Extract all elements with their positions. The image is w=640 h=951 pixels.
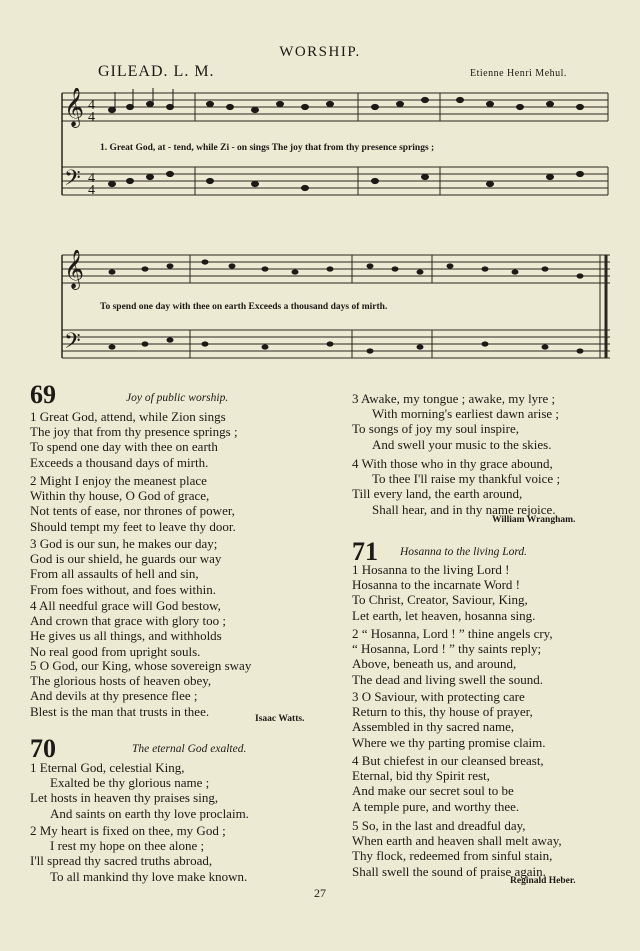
stanza	[352, 562, 535, 623]
stanza	[30, 473, 236, 534]
verse-line: Return to this, thy house of prayer,	[352, 704, 533, 720]
page-number: 27	[314, 886, 326, 900]
hymn-title: Joy of public worship.	[126, 392, 229, 404]
verse-line: To Christ, Creator, Saviour, King,	[352, 592, 528, 608]
svg-text:4: 4	[88, 171, 95, 186]
verse-line: When earth and heaven shall melt away,	[352, 833, 562, 849]
verse-line: 2 “ Hosanna, Lord ! ” thine angels cry,	[352, 626, 553, 641]
verse-line: 1 Great God, attend, while Zion sings	[30, 409, 226, 424]
verse-line: Assembled in thy sacred name,	[352, 719, 515, 735]
composer: Etienne Henri Mehul.	[470, 68, 567, 79]
verse-line: A temple pure, and worthy thee.	[352, 798, 520, 814]
verse-line: 4 All needful grace will God bestow,	[30, 598, 221, 613]
verse-line: The joy that from thy presence springs ;	[30, 424, 238, 440]
verse-line: Within thy house, O God of grace,	[30, 488, 210, 504]
svg-text:4: 4	[88, 98, 95, 113]
stanza	[30, 409, 238, 470]
verse-line: I rest my hope on thee alone ;	[50, 838, 205, 854]
verse-line: God is our shield, he guards our way	[30, 551, 222, 567]
svg-text:4: 4	[88, 183, 95, 198]
verse-line: From all assaults of hell and sin,	[30, 566, 199, 582]
tune-name: GILEAD. L. M.	[98, 63, 215, 80]
stanza	[352, 626, 553, 687]
stanza	[352, 689, 546, 750]
hymn-title: The eternal God exalted.	[132, 743, 247, 755]
page-header: WORSHIP.	[279, 44, 361, 60]
verse-line: 5 O God, our King, whose sovereign sway	[30, 658, 252, 673]
verse-line: Let hosts in heaven thy praises sing,	[30, 790, 219, 806]
verse-line: And swell your music to the skies.	[372, 436, 552, 452]
verse-line: To all mankind thy love make known.	[50, 868, 248, 884]
verse-line: “ Hosanna, Lord ! ” thy saints reply;	[352, 641, 542, 657]
stanza	[30, 598, 226, 659]
stanza	[352, 818, 562, 879]
verse-line: Shall swell the sound of praise again.	[352, 863, 546, 879]
hymn-number: 69	[30, 380, 56, 409]
verse-line: Where we thy parting promise claim.	[352, 734, 546, 750]
verse-line: Exalted be thy glorious name ;	[50, 775, 210, 791]
verse-line: I'll spread thy sacred truths abroad,	[30, 853, 213, 869]
verse-line: 3 Awake, my tongue ; awake, my lyre ;	[352, 391, 556, 406]
stanza	[30, 658, 251, 719]
verse-line: Should tempt my feet to leave thy door.	[30, 518, 236, 534]
verse-line: 5 So, in the last and dreadful day,	[352, 818, 526, 833]
stanza	[352, 753, 544, 814]
svg-text:𝄢: 𝄢	[64, 166, 81, 196]
verse-line: Above, beneath us, and around,	[352, 656, 517, 672]
verse-line: Not tents of ease, nor thrones of power,	[30, 503, 235, 519]
verse-line: And crown that grace with glory too ;	[30, 613, 227, 629]
verse-line: And saints on earth thy love proclaim.	[50, 805, 249, 821]
verse-line: He gives us all things, and withholds	[30, 628, 222, 644]
hymn-author: Reginald Heber.	[510, 876, 576, 886]
verse-line: Shall hear, and in thy name rejoice.	[372, 501, 556, 517]
svg-text:𝄞: 𝄞	[64, 88, 85, 127]
verse-line: Hosanna to the incarnate Word !	[352, 577, 521, 593]
svg-text:𝄢: 𝄢	[64, 329, 81, 359]
verse-line: With morning's earliest dawn arise ;	[372, 406, 560, 422]
verse-line: 3 God is our sun, he makes our day;	[30, 536, 218, 551]
hymn-number: 71	[352, 537, 378, 566]
music-lyrics-line-1: 1. Great God, at - tend, while Zi - on sings The joy that from thy presence springs ;	[100, 143, 435, 153]
verse-line: Till every land, the earth around,	[352, 486, 523, 502]
hymn-author: William Wrangham.	[492, 515, 576, 525]
verse-line: Eternal, bid thy Spirit rest,	[352, 768, 490, 784]
stanza	[30, 823, 247, 884]
music-lyrics-line-2: To spend one day with thee on earth Exceeds a thousand days of mirth.	[100, 302, 388, 312]
svg-text:4: 4	[88, 110, 95, 125]
verse-line: 1 Eternal God, celestial King,	[30, 760, 185, 775]
verse-line: No real good from upright souls.	[30, 643, 201, 659]
stanza	[352, 456, 560, 517]
hymn-number: 70	[30, 734, 56, 763]
verse-line: 4 But chiefest in our cleansed breast,	[352, 753, 544, 768]
verse-line: And devils at thy presence flee ;	[30, 688, 198, 704]
verse-line: 1 Hosanna to the living Lord !	[352, 562, 510, 577]
verse-line: Thy flock, redeemed from sinful stain,	[352, 848, 553, 864]
hymn-title: Hosanna to the living Lord.	[400, 546, 528, 558]
verse-line: 2 Might I enjoy the meanest place	[30, 473, 207, 488]
verse-line: The dead and living swell the sound.	[352, 671, 543, 687]
verse-line: 2 My heart is fixed on thee, my God ;	[30, 823, 226, 838]
hymn-author: Isaac Watts.	[255, 714, 305, 724]
verse-line: From foes without, and foes within.	[30, 581, 216, 597]
verse-line: To thee I'll raise my thankful voice ;	[372, 471, 561, 487]
verse-line: The glorious hosts of heaven obey,	[30, 673, 212, 689]
verse-line: 4 With those who in thy grace abound,	[352, 456, 553, 471]
verse-line: Blest is the man that trusts in thee.	[30, 703, 210, 719]
verse-line: To spend one day with thee on earth	[30, 439, 218, 455]
verse-line: To songs of joy my soul inspire,	[352, 421, 520, 437]
verse-line: 3 O Saviour, with protecting care	[352, 689, 525, 704]
verse-line: Exceeds a thousand days of mirth.	[30, 454, 209, 470]
stanza	[352, 391, 559, 452]
verse-line: Let earth, let heaven, hosanna sing.	[352, 607, 536, 623]
verse-line: And make our secret soul to be	[352, 783, 514, 799]
svg-text:𝄞: 𝄞	[64, 250, 85, 289]
stanza	[30, 536, 221, 597]
stanza	[30, 760, 249, 821]
